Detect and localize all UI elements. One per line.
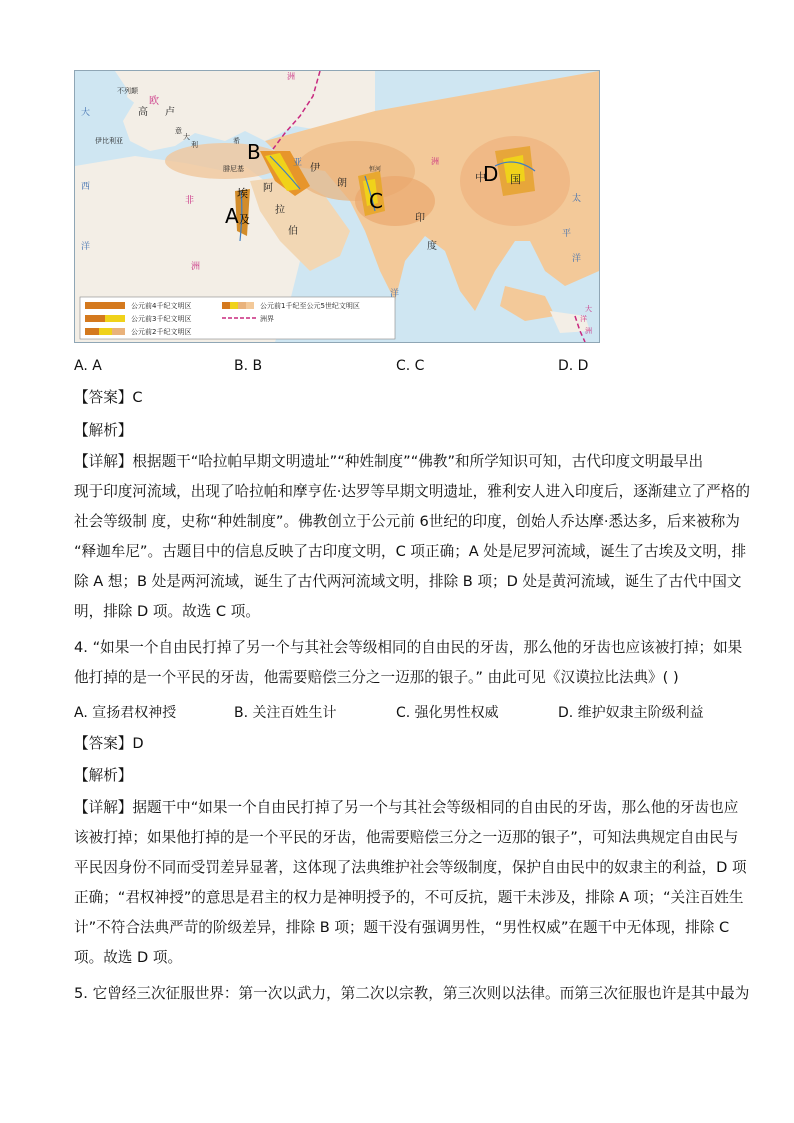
q3-detail-line-5: 除 A 想；B 处是两河流域，诞生了古代两河流域文明，排除 B 项；D 处是黄河流域，诞生了古代中国文 [74, 573, 742, 590]
legend-item-2: 公元前3千纪文明区 [131, 315, 192, 323]
q4-stem-line-1: 4. “如果一个自由民打掉了另一个与其社会等级相同的自由民的牙齿，那么他的牙齿也应该被打掉；如果 [74, 639, 743, 656]
label-oceania-1: 大 [585, 305, 592, 313]
label-arabia-1: 阿 [263, 183, 273, 194]
label-pacific-2: 平 [562, 229, 572, 239]
q4-detail-line-4: 正确；“君权神授”的意思是君主的权力是神明授予的，不可反抗，题干未涉及，排除 A 项；“关注百姓生 [74, 889, 744, 906]
label-iran-2: 朗 [337, 178, 347, 189]
legend-item-1: 公元前4千纪文明区 [131, 302, 192, 310]
legend-item-3: 公元前2千纪文明区 [131, 328, 192, 336]
q4-detail-line-3: 平民因身份不同而受罚差异显著，这体现了法典维护社会等级制度，保护自由民中的奴隶主的利益，D 项 [74, 859, 747, 876]
q4-stem-line-2: 他打掉的是一个平民的牙齿，他需要赔偿三分之一迈那的银子。” 由此可见《汉谟拉比法典》( ) [74, 669, 679, 686]
label-britain: 不列颠 [117, 87, 138, 95]
label-arabia-2: 拉 [275, 205, 285, 216]
label-italy-3: 利 [191, 141, 198, 149]
label-iberia: 伊比利亚 [95, 137, 123, 145]
map-letter-d: D [483, 162, 499, 186]
label-ganges: 恒河 [369, 166, 382, 173]
label-europe-zhou: 洲 [287, 72, 295, 81]
label-atlantic-2: 西 [81, 182, 91, 192]
label-iran-1: 伊 [310, 163, 320, 174]
q3-detail-line-1: 【详解】根据题干“哈拉帕早期文明遗址”“种姓制度”“佛教”和所学知识可知，古代印度文明最早出 [74, 453, 704, 470]
label-china-2: 国 [510, 173, 521, 186]
q4-option-b: B. 关注百姓生计 [234, 705, 337, 721]
label-oceania-3: 洲 [585, 327, 592, 335]
label-egypt-2: 及 [239, 213, 250, 226]
label-atlantic-3: 洋 [81, 242, 91, 252]
q4-option-c: C. 强化男性权威 [396, 705, 499, 721]
q4-option-d: D. 维护奴隶主阶级利益 [558, 705, 704, 721]
label-asia-zhou: 洲 [431, 157, 439, 166]
label-phoenicia: 腓尼基 [223, 165, 244, 173]
label-asia-small: 亚 [293, 158, 303, 168]
map-letter-b: B [247, 140, 261, 164]
q3-detail-line-3: 社会等级制 度，史称“种姓制度”。佛教创立于公元前 6世纪的印度，创始人乔达摩·悉达多，后来被称为 [74, 513, 740, 530]
label-europe: 欧 [149, 96, 159, 107]
label-africa-1: 非 [185, 196, 195, 206]
label-italy-1: 意 [175, 127, 182, 135]
label-egypt-1: 埃 [237, 187, 248, 200]
label-italy-2: 大 [183, 133, 190, 141]
q4-detail-line-5: 计”不符合法典严苛的阶级差异，排除 B 项；题干没有强调男性，“男性权威”在题干中无体现，排除 C [74, 919, 730, 936]
q3-answer-line [74, 388, 143, 408]
label-indian-ocean: 洋 [390, 289, 400, 299]
label-pacific-3: 洋 [572, 254, 582, 264]
q3-analysis-tag: 【解析】 [74, 422, 133, 439]
map-letter-c: C [369, 189, 383, 213]
label-india-2: 度 [427, 241, 437, 252]
q4-detail-line-2: 该被打掉；如果他打掉的是一个平民的牙齿，他需要赔偿三分之一迈那的银子”，可知法典规定自由民与 [74, 829, 739, 846]
q3-option-b: B. B [234, 358, 263, 374]
label-arabia-3: 伯 [288, 226, 298, 237]
q3-detail-line-4: “释迦牟尼”。古题目中的信息反映了古印度文明，C 项正确；A 处是尼罗河流域，诞生了古埃及文明，排 [74, 543, 747, 560]
q4-answer-line [74, 734, 144, 754]
label-china-1: 中 [475, 171, 486, 184]
label-pacific-1: 太 [572, 194, 582, 204]
q3-detail-line-2: 现于印度河流域，出现了哈拉帕和摩亨佐·达罗等早期文明遗址，雅利安人进入印度后，逐渐建立了严格的 [74, 483, 750, 500]
label-greece: 希 [233, 137, 240, 145]
q5-stem-line-1: 5. 它曾经三次征服世界：第一次以武力，第二次以宗教，第三次则以法律。而第三次征服也许是其中最为 [74, 985, 750, 1002]
q4-detail-line-6: 项。故选 D 项。 [74, 949, 183, 966]
ancient-civilizations-map [74, 70, 600, 343]
q4-analysis-tag: 【解析】 [74, 767, 133, 784]
q3-option-a: A. A [74, 358, 102, 374]
q3-detail-line-6: 明，排除 D 项。故选 C 项。 [74, 603, 260, 620]
q3-option-d: D. D [558, 358, 589, 374]
q4-answer: D [132, 735, 144, 752]
label-gaul-1: 高 [138, 107, 148, 118]
q3-answer: C [132, 389, 143, 406]
map-letter-a: A [225, 204, 239, 228]
q4-option-a: A. 宣扬君权神授 [74, 705, 177, 721]
answer-tag: 【答案】 [74, 735, 133, 752]
q3-option-c: C. C [396, 358, 425, 374]
legend-item-5: 洲界 [260, 315, 274, 323]
legend-item-4: 公元前1千纪至公元5世纪文明区 [260, 302, 360, 310]
label-africa-2: 洲 [191, 262, 201, 272]
label-atlantic-1: 大 [81, 108, 91, 118]
q4-detail-line-1: 【详解】据题干中“如果一个自由民打掉了另一个与其社会等级相同的自由民的牙齿，那么他的牙齿也应 [74, 799, 739, 816]
answer-tag: 【答案】 [74, 389, 133, 406]
label-india-1: 印 [415, 213, 425, 224]
label-gaul-2: 卢 [165, 107, 175, 118]
label-oceania-2: 洋 [580, 315, 587, 323]
